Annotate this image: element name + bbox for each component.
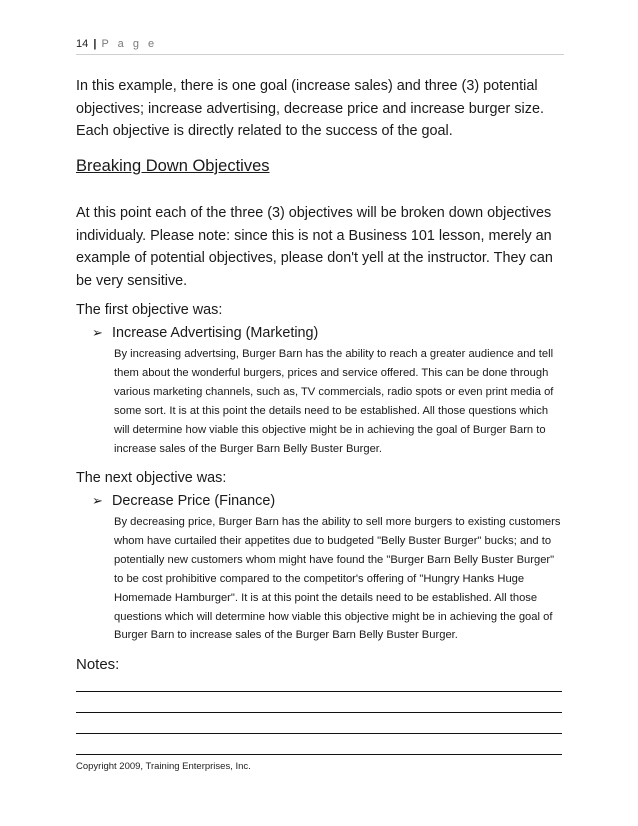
- objective-title-price: Decrease Price (Finance): [112, 493, 276, 509]
- page-header: [76, 38, 564, 55]
- objective-bullet-price: [92, 493, 275, 509]
- notes-line: [76, 733, 562, 734]
- objective-bullet-advertising: [92, 325, 318, 341]
- section-heading: Breaking Down Objectives: [76, 157, 270, 175]
- intro-paragraph: In this example, there is one goal (increase sales) and three (3) potential objectives; increase advertising, decrease price and increase burger size. Each objective is directly related to the success of the goal.: [76, 78, 544, 139]
- objective-description-advertising: By increasing advertsing, Burger Barn has the ability to reach a greater audience and tell them about the wonderful burgers, prices and service offered. This can be done through various marketing channels, such as, TV commercials, radio spots or even print media of some sort. It is at this point the details need to be established. All those questions which will determine how viable this objective might be in achieving the goal of Burger Barn to increase sales of the Burger Barn Belly Buster Burger.: [114, 348, 554, 455]
- arrow-bullet-icon: ➢: [92, 325, 103, 340]
- notes-line: [76, 712, 562, 713]
- objective-title-advertising: Increase Advertising (Marketing): [112, 325, 319, 341]
- copyright-footer: Copyright 2009, Training Enterprises, Inc.: [76, 761, 251, 772]
- page-number: 14: [76, 38, 89, 50]
- notes-line: [76, 754, 562, 755]
- objective-intro-first: The first objective was:: [76, 302, 223, 318]
- arrow-bullet-icon: ➢: [92, 493, 103, 508]
- notes-line: [76, 691, 562, 692]
- header-separator: |: [93, 38, 97, 50]
- objective-description-price: By decreasing price, Burger Barn has the ability to sell more burgers to existing customers whom have curtailed their appetites due to budgeted "Belly Buster Burger" bucks; and to potentially new customers whom might have found the "Burger Barn Belly Buster Burger" to be cost prohibitive compared to the competitor's offering of "Hungry Hanks Huge Homemade Hamburger". It is at this point the details need to be established. All those questions which will determine how viable this objective might be in achieving the goal of Burger Barn to increase sales of the Burger Barn Belly Buster Burger.: [114, 516, 561, 642]
- notes-label: Notes:: [76, 656, 120, 673]
- section-paragraph: At this point each of the three (3) objectives will be broken down objectives individualy. Please note: since this is not a Business 101 lesson, merely an example of potential objectives, please don't yell at the instructor. They can be very sensitive.: [76, 205, 553, 289]
- page-word: P a g e: [101, 38, 158, 50]
- objective-intro-next: The next objective was:: [76, 470, 227, 486]
